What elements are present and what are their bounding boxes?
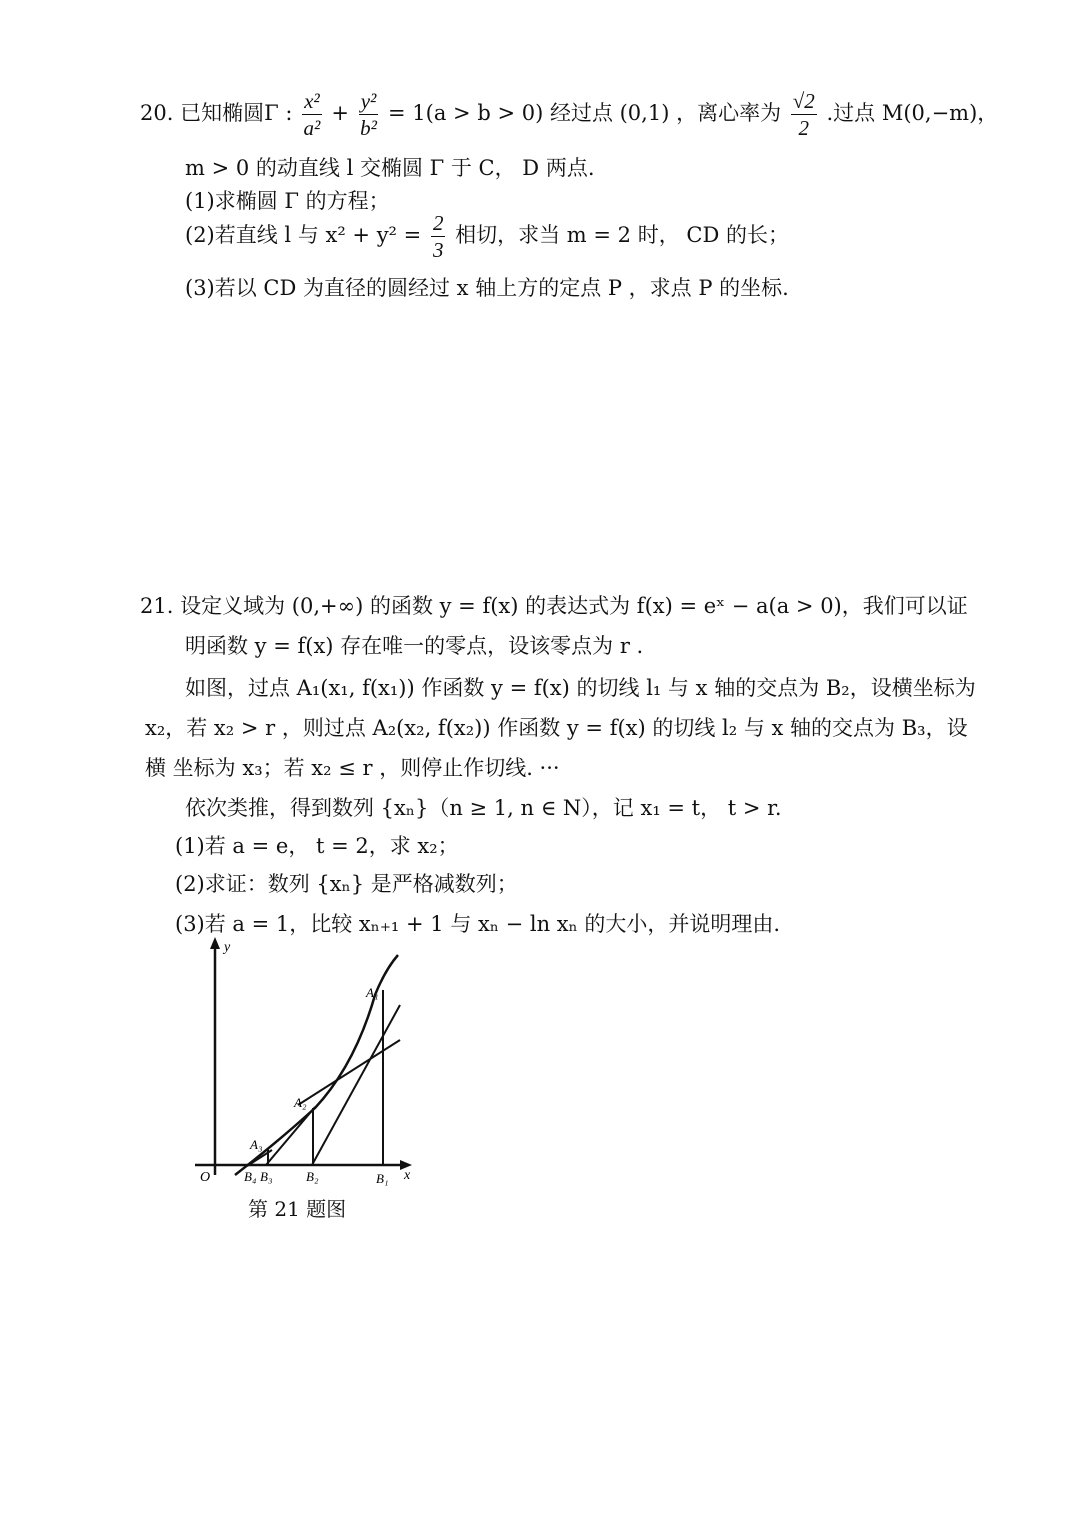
frac-denominator: a² [303, 116, 321, 140]
q21-part-3: (3)若 a = 1，比较 xₙ₊₁ + 1 与 xₙ − ln xₙ 的大小，并说明理由. [175, 912, 781, 936]
frac-denominator: 3 [432, 238, 444, 262]
q21-line-3: 如图，过点 A₁(x₁, f(x₁)) 作函数 y = f(x) 的切线 l₁ 与 x 轴的交点为 B₂，设横坐标为 [185, 676, 976, 700]
q20-fraction-y2-b2 [359, 88, 379, 141]
q20-line-1 [140, 88, 998, 141]
tangent-l2-upper [298, 1040, 400, 1105]
q20-line-2: m > 0 的动直线 l 交椭圆 Γ 于 C， D 两点. [185, 156, 595, 180]
q21-number: 21. [140, 594, 174, 618]
q20-part-1: (1)求椭圆 Γ 的方程； [185, 189, 390, 213]
label-A2: A₂ [294, 1095, 307, 1110]
frac-numerator: y² [360, 89, 377, 113]
q21-text-1: 设定义域为 (0,+∞) 的函数 y = f(x) 的表达式为 f(x) = eˣ − a(a > 0)，我们可以证 [180, 594, 968, 618]
label-A3: A₃ [250, 1137, 263, 1152]
label-B3: B₃ [260, 1169, 273, 1184]
q21-line-2: 明函数 y = f(x) 存在唯一的零点，设该零点为 r . [185, 634, 644, 658]
label-B1: B₁ [376, 1171, 389, 1186]
q20-fraction-x2-a2 [302, 88, 322, 141]
q20-plus: + [331, 101, 350, 125]
q21-line-4: x₂，若 x₂ > r ，则过点 A₂(x₂, f(x₂)) 作函数 y = f(x) 的切线 l₂ 与 x 轴的交点为 B₃，设 [145, 716, 968, 740]
q20-fraction-eccentricity [791, 88, 817, 141]
figure-21-svg [190, 935, 420, 1190]
q20-part-2 [185, 210, 789, 263]
frac-denominator: b² [360, 116, 377, 140]
q20-part-3: (3)若以 CD 为直径的圆经过 x 轴上方的定点 P ，求点 P 的坐标. [185, 276, 789, 300]
label-y: y [224, 940, 231, 955]
label-B2: B₂ [306, 1169, 319, 1184]
q20-text-1b: = 1(a > b > 0) 经过点 (0,1) ，离心率为 [388, 101, 782, 125]
frac-numerator: √2 [792, 89, 815, 113]
figure-caption: 第 21 题图 [248, 1197, 347, 1221]
label-O: O [200, 1170, 211, 1185]
q20-text-1a: 已知椭圆Γ : [180, 101, 293, 125]
frac-numerator: x² [304, 89, 320, 113]
label-x: x [404, 1168, 411, 1183]
q20-text-1c: .过点 M(0,−m)， [826, 101, 999, 125]
label-B4: B₄ [244, 1169, 257, 1184]
figure-21 [190, 935, 420, 1190]
tangent-l1 [312, 1005, 400, 1165]
q20-fraction-2-3 [431, 210, 446, 263]
q20-part-2a: (2)若直线 l 与 x² + y² = [185, 223, 422, 247]
label-A1: A₁ [366, 985, 379, 1000]
q21-line-1 [140, 590, 968, 620]
tangent-l2 [266, 1107, 315, 1165]
q20-part-2b: 相切，求当 m = 2 时， CD 的长； [455, 223, 789, 247]
q21-part-1: (1)若 a = e， t = 2，求 x₂； [175, 834, 459, 858]
frac-numerator: 2 [432, 211, 444, 235]
q21-line-6: 依次类推，得到数列 {xₙ}（n ≥ 1, n ∈ N），记 x₁ = t， t > r. [185, 796, 782, 820]
q20-number: 20. [140, 101, 174, 125]
y-axis-arrow [210, 937, 220, 949]
q21-line-5: 横 坐标为 x₃；若 x₂ ≤ r ，则停止作切线. ··· [145, 756, 560, 780]
q21-part-2: (2)求证：数列 {xₙ} 是严格减数列； [175, 872, 518, 896]
frac-denominator: 2 [798, 116, 810, 140]
